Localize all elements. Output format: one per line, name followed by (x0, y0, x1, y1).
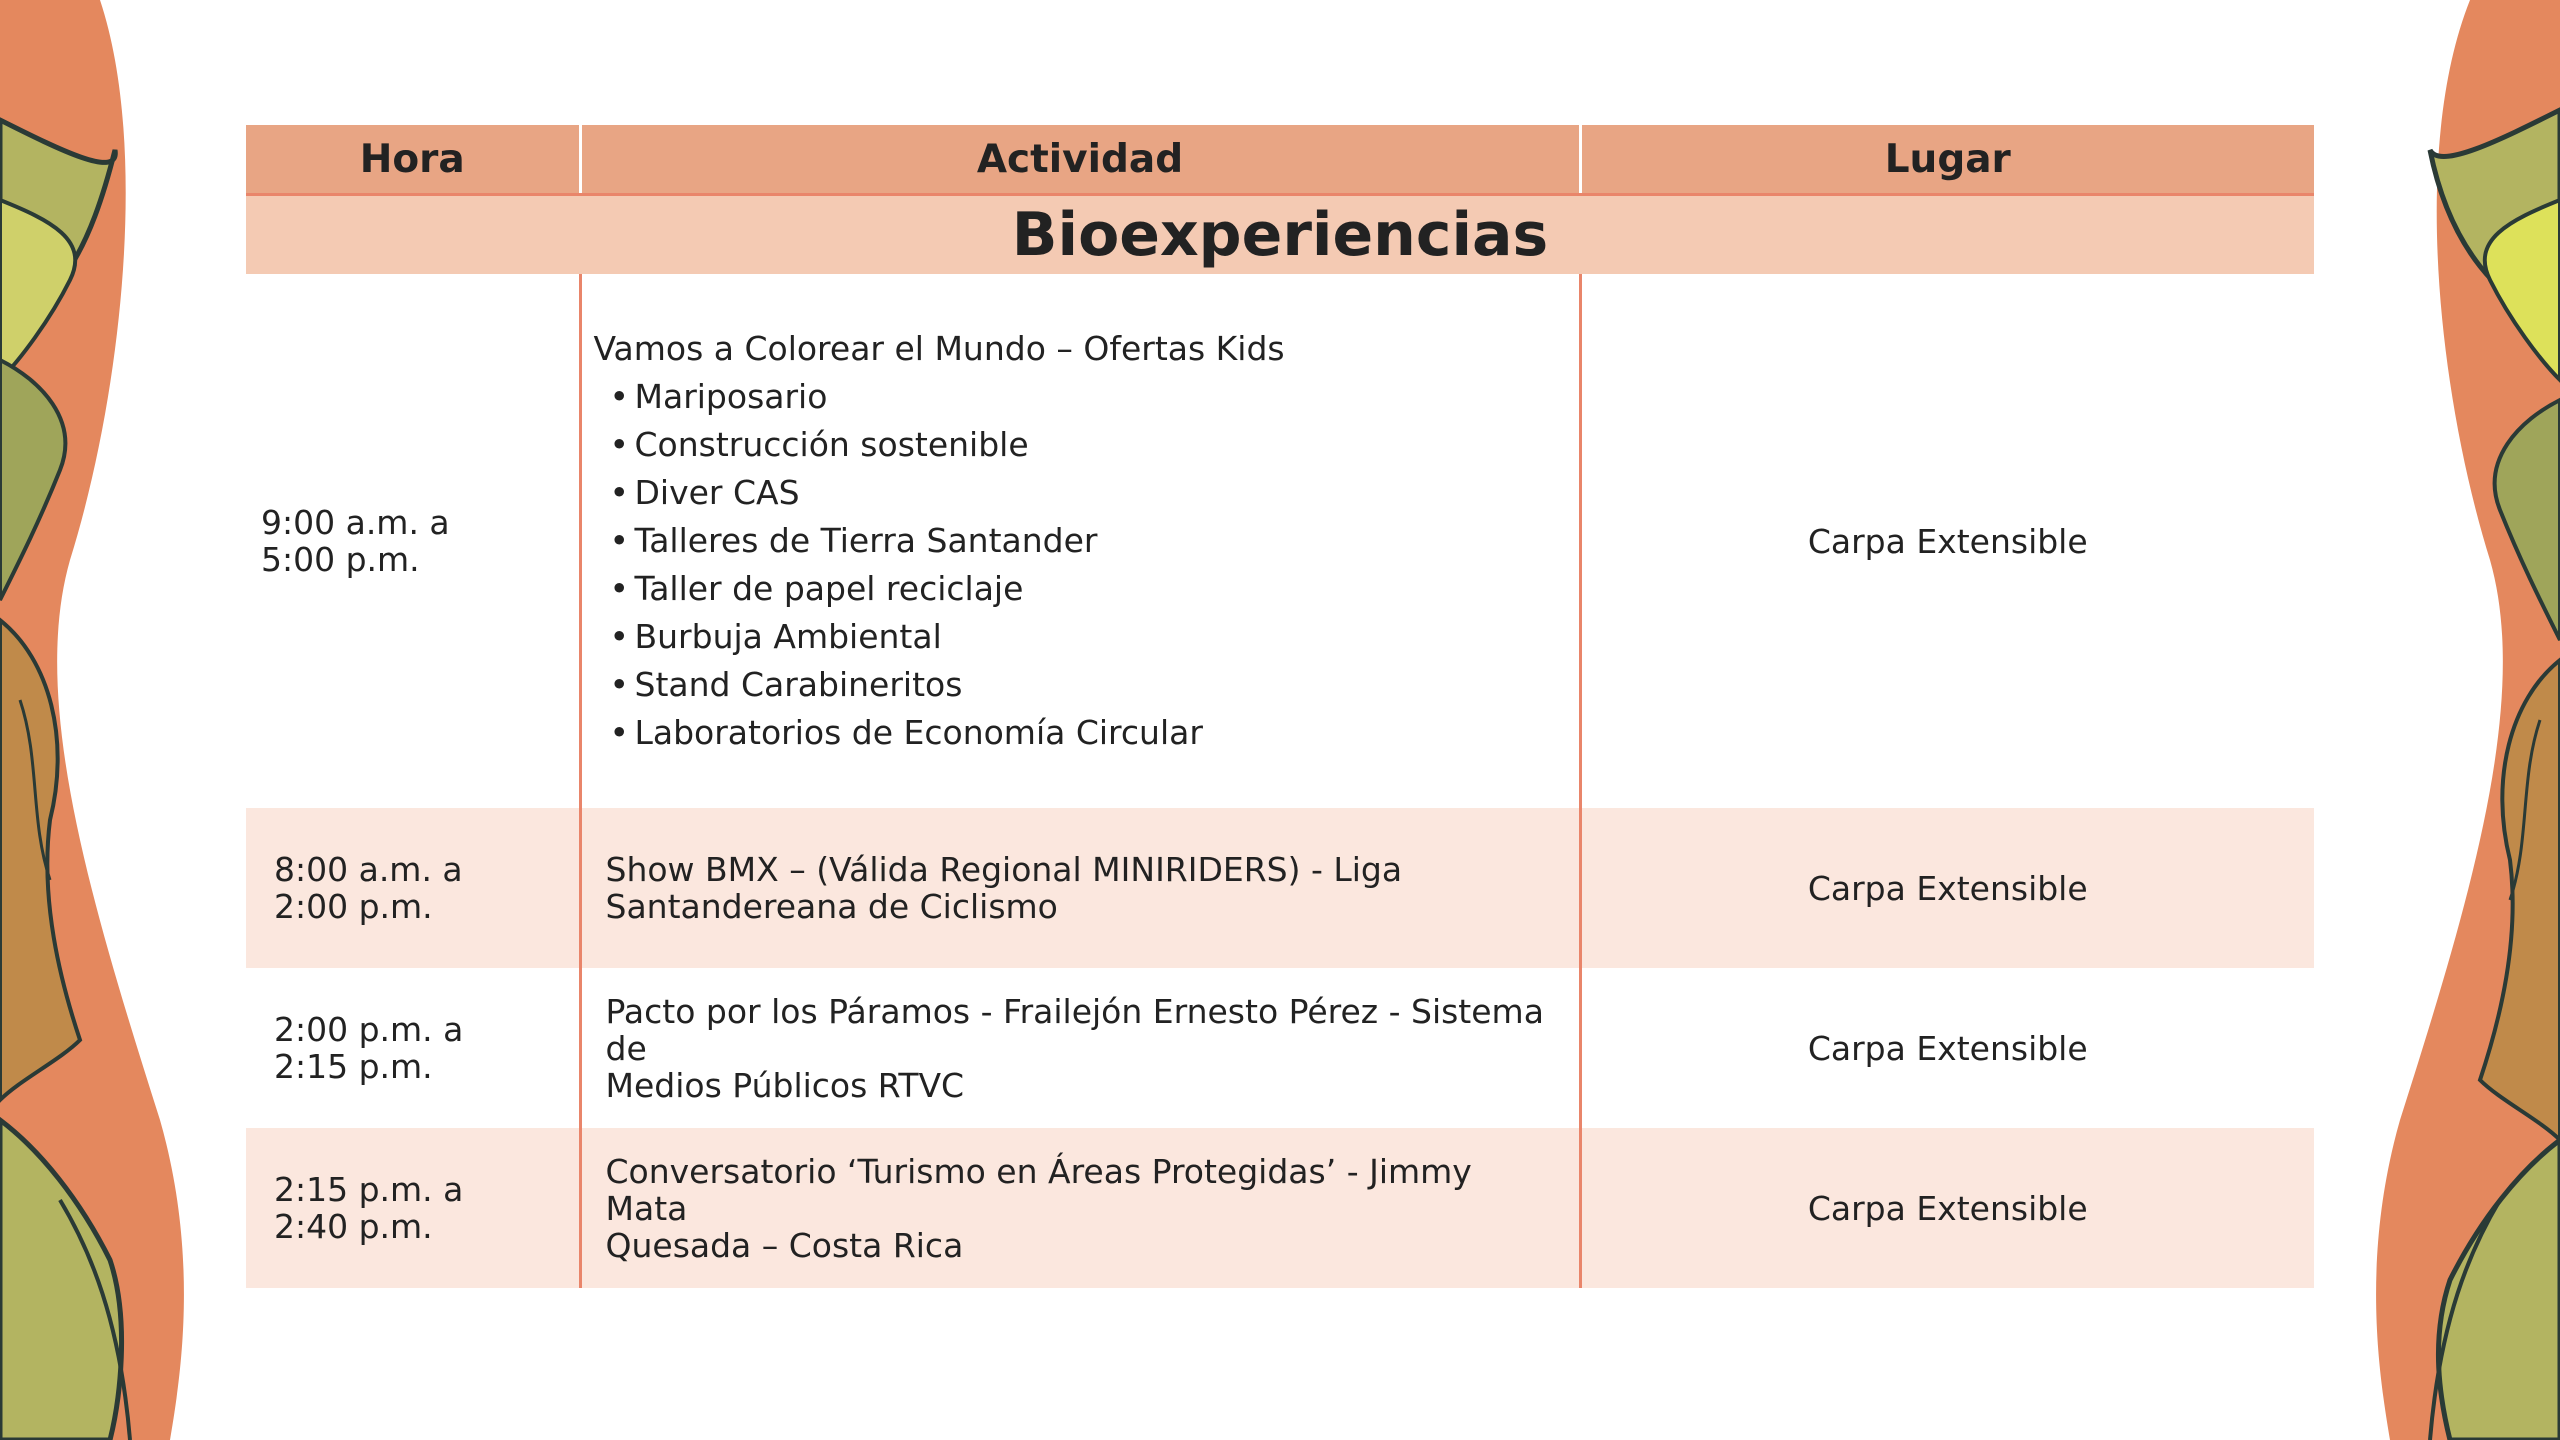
actividad-cell (580, 274, 1580, 808)
hora-cell (246, 968, 580, 1128)
actividad-title: Vamos a Colorear el Mundo – Ofertas Kids (593, 329, 1285, 368)
lugar-cell: Carpa Extensible (1580, 1128, 2314, 1288)
table-row (246, 968, 2314, 1128)
hora-cell (246, 274, 580, 808)
hora-end: 2:00 p.m. (274, 887, 433, 926)
header-hora: Hora (246, 125, 580, 195)
hora-start: 2:15 p.m. a (274, 1170, 464, 1209)
lugar-cell: Carpa Extensible (1807, 521, 2088, 561)
list-item: • Mariposario (609, 377, 828, 416)
header-actividad: Actividad (580, 125, 1580, 195)
list-item: • Construcción sostenible (609, 425, 1029, 464)
hora-cell (246, 1128, 580, 1288)
table-header-row (246, 125, 2314, 195)
hora-start: 2:00 p.m. a (274, 1010, 464, 1049)
actividad-line: Pacto por los Páramos - Frailejón Ernesto Pérez - Sistema de (605, 991, 1544, 1068)
actividad-line: Medios Públicos RTVC (605, 1065, 965, 1105)
hora-end: 5:00 p.m. (261, 540, 420, 579)
hora-end: 2:40 p.m. (274, 1207, 433, 1246)
list-item: • Stand Carabineritos (609, 665, 963, 704)
list-item: • Taller de papel reciclaje (609, 569, 1024, 608)
actividad-line: Quesada – Costa Rica (605, 1225, 964, 1265)
section-title: Bioexperiencias (246, 195, 2314, 275)
lugar-cell: Carpa Extensible (1807, 1028, 2088, 1068)
left-leaf-decoration (0, 0, 200, 1440)
hora-cell (246, 808, 580, 968)
actividad-line: Conversatorio ‘Turismo en Áreas Protegidas’ - Jimmy Mata (605, 1151, 1472, 1228)
header-lugar: Lugar (1580, 125, 2314, 195)
right-leaf-decoration (2360, 0, 2560, 1440)
lugar-cell: Carpa Extensible (1580, 808, 2314, 968)
section-header-row (246, 195, 2314, 275)
actividad-line: Show BMX – (Válida Regional MINIRIDERS) - Liga (605, 850, 1403, 889)
table-row (246, 808, 2314, 968)
hora-start: 9:00 a.m. a (261, 503, 450, 542)
schedule-table (246, 125, 2314, 1288)
actividad-cell (580, 1128, 1580, 1288)
actividad-list (594, 373, 1555, 757)
actividad-cell (580, 808, 1580, 968)
list-item: • Laboratorios de Economía Circular (609, 713, 1203, 752)
actividad-cell (580, 968, 1580, 1128)
list-item: • Burbuja Ambiental (609, 617, 942, 656)
list-item: • Talleres de Tierra Santander (609, 521, 1098, 560)
table-row (246, 1128, 2314, 1288)
list-item: • Diver CAS (609, 473, 800, 512)
actividad-line: Santandereana de Ciclismo (605, 887, 1058, 926)
hora-end: 2:15 p.m. (274, 1047, 433, 1086)
table-row (246, 274, 2314, 808)
hora-start: 8:00 a.m. a (274, 850, 463, 889)
